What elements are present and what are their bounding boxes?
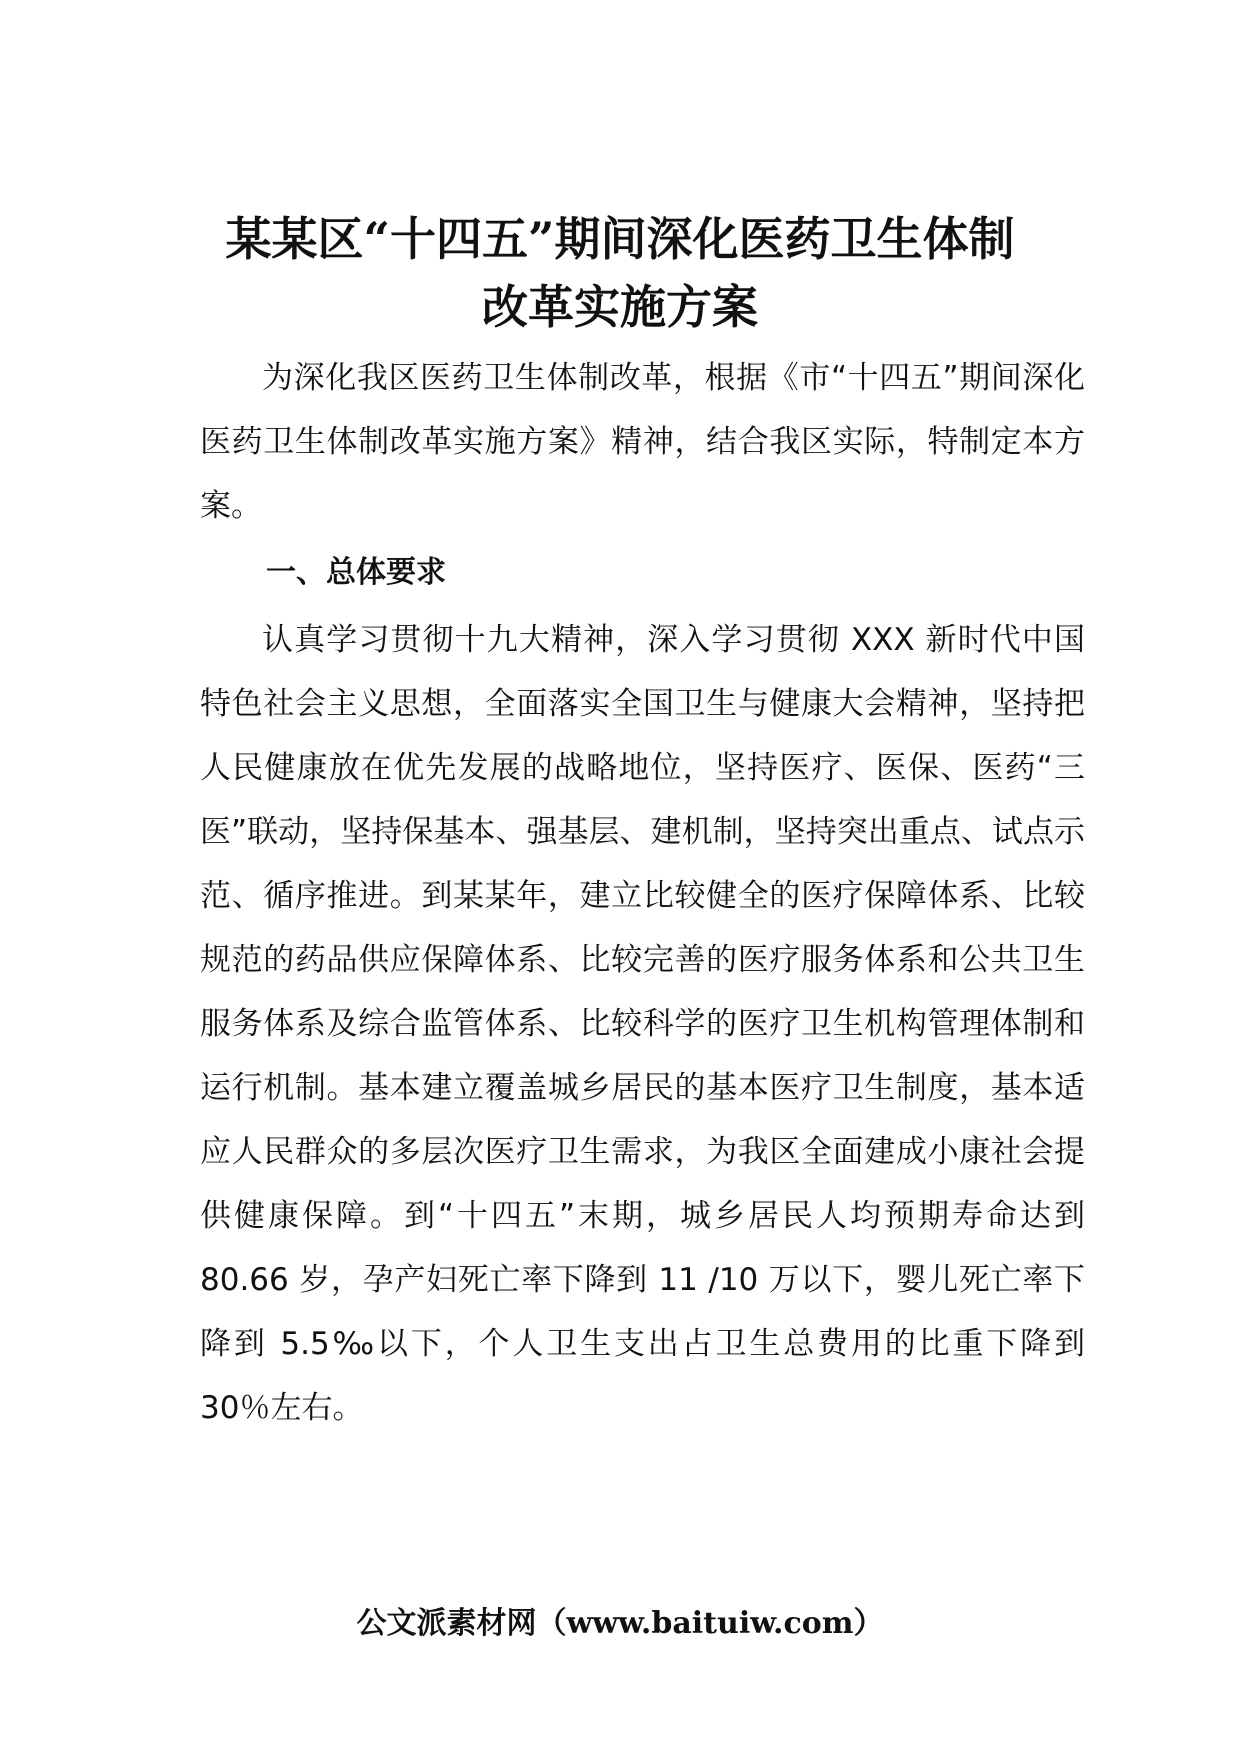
section-heading: 一、总体要求 bbox=[266, 555, 446, 590]
document-title bbox=[150, 205, 1090, 341]
footer-watermark: 公文派素材网（www.baituiw.com） bbox=[356, 1606, 884, 1641]
intro-paragraph: 为深化我区医药卫生体制改革，根据《市“十四五”期间深化医药卫生体制改革实施方案》精神，结合我区实际，特制定本方案。 bbox=[200, 360, 1085, 524]
title-line-2: 改革实施方案 bbox=[482, 280, 758, 334]
section-paragraph: 认真学习贯彻十九大精神，深入学习贯彻 XXX 新时代中国特色社会主义思想，全面落实全国卫生与健康大会精神，坚持把人民健康放在优先发展的战略地位，坚持医疗、医保、医药“三医”联动，坚持保基本、强基层、建机制，坚持突出重点、试点示范、循序推进。到某某年，建立比较健全的医疗保障体系、比较规范的药品供应保障体系、比较完善的医疗服务体系和公共卫生服务体系及综合监管体系、比较科学的医疗卫生机构管理体制和运行机制。基本建立覆盖城乡居民的基本医疗卫生制度，基本适应人民群众的多层次医疗卫生需求，为我区全面建成小康社会提供健康保障。到“十四五”末期，城乡居民人均预期寿命达到 80.66 岁，孕产妇死亡率下降到 11 /10 万以下，婴儿死亡率下降到 5.5‰以下，个人卫生支出占卫生总费用的比重下降到 30％左右。 bbox=[200, 622, 1085, 1426]
document-body bbox=[200, 346, 1085, 1440]
title-line-1: 某某区“十四五”期间深化医药卫生体制 bbox=[225, 212, 1015, 266]
